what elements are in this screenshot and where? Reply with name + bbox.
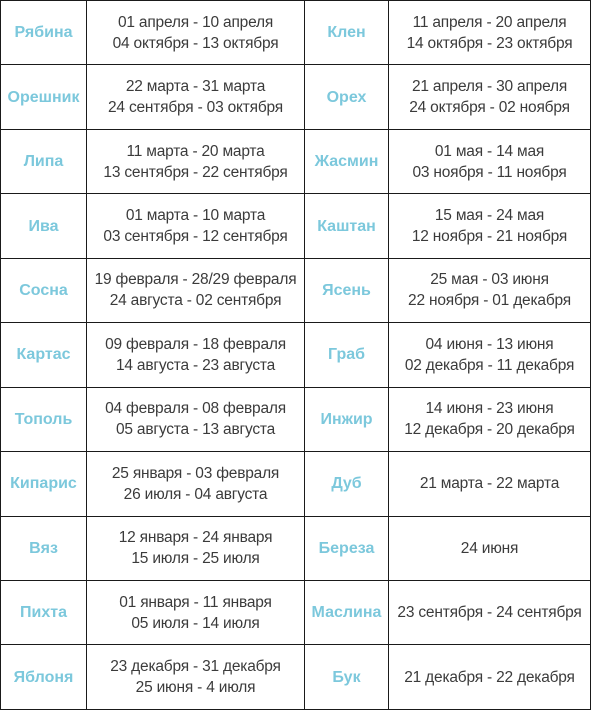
- date-range-2: 14 августа - 23 августа: [115, 356, 276, 374]
- date-range-2: 13 сентября - 22 сентября: [103, 163, 288, 181]
- table-row: [1, 645, 591, 709]
- tree-name: Орех: [326, 88, 367, 106]
- date-range-1: 01 марта - 10 марта: [125, 207, 266, 225]
- date-range-1: 25 мая - 03 июня: [430, 271, 549, 289]
- table-row: [1, 258, 591, 322]
- date-range-2: 15 июля - 25 июля: [131, 550, 260, 568]
- tree-name: Жасмин: [314, 153, 379, 171]
- tree-name-cell: [305, 645, 389, 709]
- date-range-cell: [389, 194, 591, 258]
- date-range-cell: [389, 645, 591, 709]
- tree-name: Клен: [327, 24, 366, 42]
- tree-name-cell: [305, 387, 389, 451]
- tree-name: Инжир: [320, 410, 373, 428]
- date-range-cell: [87, 65, 305, 129]
- tree-name: Граб: [327, 346, 365, 364]
- table-row: [1, 387, 591, 451]
- tree-name-cell: [305, 194, 389, 258]
- date-range-cell: [389, 1, 591, 65]
- date-range-2: 04 октября - 13 октября: [112, 34, 279, 52]
- tree-name-cell: [305, 129, 389, 193]
- date-range-cell: [87, 452, 305, 516]
- date-range-2: 12 ноября - 21 ноября: [411, 228, 568, 246]
- date-range-1: 04 февраля - 08 февраля: [105, 400, 286, 418]
- tree-name-cell: [1, 1, 87, 65]
- tree-name-cell: [305, 580, 389, 644]
- date-range-1: 23 декабря - 31 декабря: [110, 658, 281, 676]
- tree-name-cell: [1, 258, 87, 322]
- table-row: [1, 129, 591, 193]
- date-range-1: 09 февраля - 18 февраля: [105, 335, 286, 353]
- date-range-1: 15 мая - 24 мая: [434, 207, 545, 225]
- tree-name: Сосна: [19, 281, 68, 299]
- date-range-cell: [87, 1, 305, 65]
- tree-name: Бук: [332, 668, 361, 686]
- date-range-cell: [389, 452, 591, 516]
- date-range-1: 12 января - 24 января: [118, 529, 273, 547]
- date-range-2: 02 декабря - 11 декабря: [404, 356, 575, 374]
- date-range-cell: [389, 323, 591, 387]
- table-row: [1, 1, 591, 65]
- date-range-1: 01 апреля - 10 апреля: [117, 13, 274, 31]
- date-range-cell: [389, 580, 591, 644]
- tree-name-cell: [305, 452, 389, 516]
- date-range-1: 11 марта - 20 марта: [126, 142, 265, 160]
- tree-name: Яблоня: [13, 668, 74, 686]
- date-range-2: 24 августа - 02 сентября: [109, 292, 282, 310]
- date-range-2: 12 декабря - 20 декабря: [404, 421, 575, 439]
- tree-name: Тополь: [14, 410, 73, 428]
- tree-name-cell: [305, 516, 389, 580]
- date-range-cell: [389, 129, 591, 193]
- date-range-1: 23 сентября - 24 сентября: [397, 604, 582, 622]
- table-row: [1, 323, 591, 387]
- date-range-1: 22 марта - 31 марта: [125, 78, 266, 96]
- tree-name-cell: [1, 129, 87, 193]
- table-row: [1, 516, 591, 580]
- table-row: [1, 65, 591, 129]
- date-range-cell: [389, 387, 591, 451]
- date-range-cell: [87, 129, 305, 193]
- date-range-cell: [87, 258, 305, 322]
- tree-name: Орешник: [7, 88, 80, 106]
- tree-name-cell: [305, 1, 389, 65]
- date-range-2: 14 октября - 23 октября: [406, 34, 573, 52]
- date-range-2: 24 сентября - 03 октября: [108, 99, 283, 117]
- date-range-2: 25 июня - 4 июля: [135, 679, 256, 697]
- tree-name: Дуб: [331, 475, 362, 493]
- date-range-cell: [389, 258, 591, 322]
- tree-name-cell: [1, 65, 87, 129]
- date-range-cell: [87, 323, 305, 387]
- date-range-1: 11 апреля - 20 апреля: [412, 13, 567, 31]
- tree-name-cell: [305, 258, 389, 322]
- table-body: [1, 1, 591, 710]
- date-range-1: 04 июня - 13 июня: [425, 335, 554, 353]
- date-range-2: 03 ноября - 11 ноября: [412, 163, 567, 181]
- tree-name: Рябина: [14, 24, 73, 42]
- tree-name-cell: [305, 323, 389, 387]
- tree-name: Липа: [23, 153, 64, 171]
- date-range-1: 25 января - 03 февраля: [111, 464, 280, 482]
- date-range-cell: [87, 194, 305, 258]
- date-range-2: 26 июля - 04 августа: [123, 485, 268, 503]
- tree-name: Ива: [28, 217, 59, 235]
- tree-name-cell: [1, 516, 87, 580]
- tree-name: Каштан: [317, 217, 376, 235]
- date-range-cell: [87, 516, 305, 580]
- date-range-cell: [87, 580, 305, 644]
- date-range-2: 03 сентября - 12 сентября: [103, 228, 288, 246]
- date-range-1: 21 декабря - 22 декабря: [404, 668, 575, 686]
- date-range-1: 01 января - 11 января: [119, 593, 272, 611]
- tree-name: Кипарис: [10, 475, 77, 493]
- tree-name-cell: [1, 194, 87, 258]
- table-row: [1, 580, 591, 644]
- date-range-2: 05 августа - 13 августа: [115, 421, 276, 439]
- tree-name-cell: [1, 645, 87, 709]
- date-range-cell: [87, 387, 305, 451]
- tree-name: Картас: [16, 346, 71, 364]
- date-range-2: 05 июля - 14 июля: [131, 614, 260, 632]
- date-range-1: 14 июня - 23 июня: [425, 400, 554, 418]
- date-range-1: 01 мая - 14 мая: [434, 142, 545, 160]
- tree-name-cell: [1, 323, 87, 387]
- date-range-1: 24 июня: [460, 539, 519, 557]
- date-range-cell: [87, 645, 305, 709]
- date-range-cell: [389, 516, 591, 580]
- tree-name: Вяз: [29, 539, 58, 557]
- date-range-1: 21 апреля - 30 апреля: [411, 78, 568, 96]
- tree-name: Маслина: [311, 604, 382, 622]
- date-range-cell: [389, 65, 591, 129]
- date-range-2: 24 октября - 02 ноября: [409, 99, 570, 117]
- tree-name: Ясень: [322, 281, 371, 299]
- date-range-1: 21 марта - 22 марта: [419, 475, 560, 493]
- date-range-1: 19 февраля - 28/29 февраля: [94, 271, 297, 289]
- tree-name-cell: [1, 580, 87, 644]
- tree-name-cell: [1, 387, 87, 451]
- table-row: [1, 194, 591, 258]
- table-row: [1, 452, 591, 516]
- date-range-2: 22 ноября - 01 декабря: [408, 292, 571, 310]
- tree-name-cell: [1, 452, 87, 516]
- tree-name: Береза: [318, 539, 375, 557]
- tree-name-cell: [305, 65, 389, 129]
- tree-name: Пихта: [20, 604, 67, 622]
